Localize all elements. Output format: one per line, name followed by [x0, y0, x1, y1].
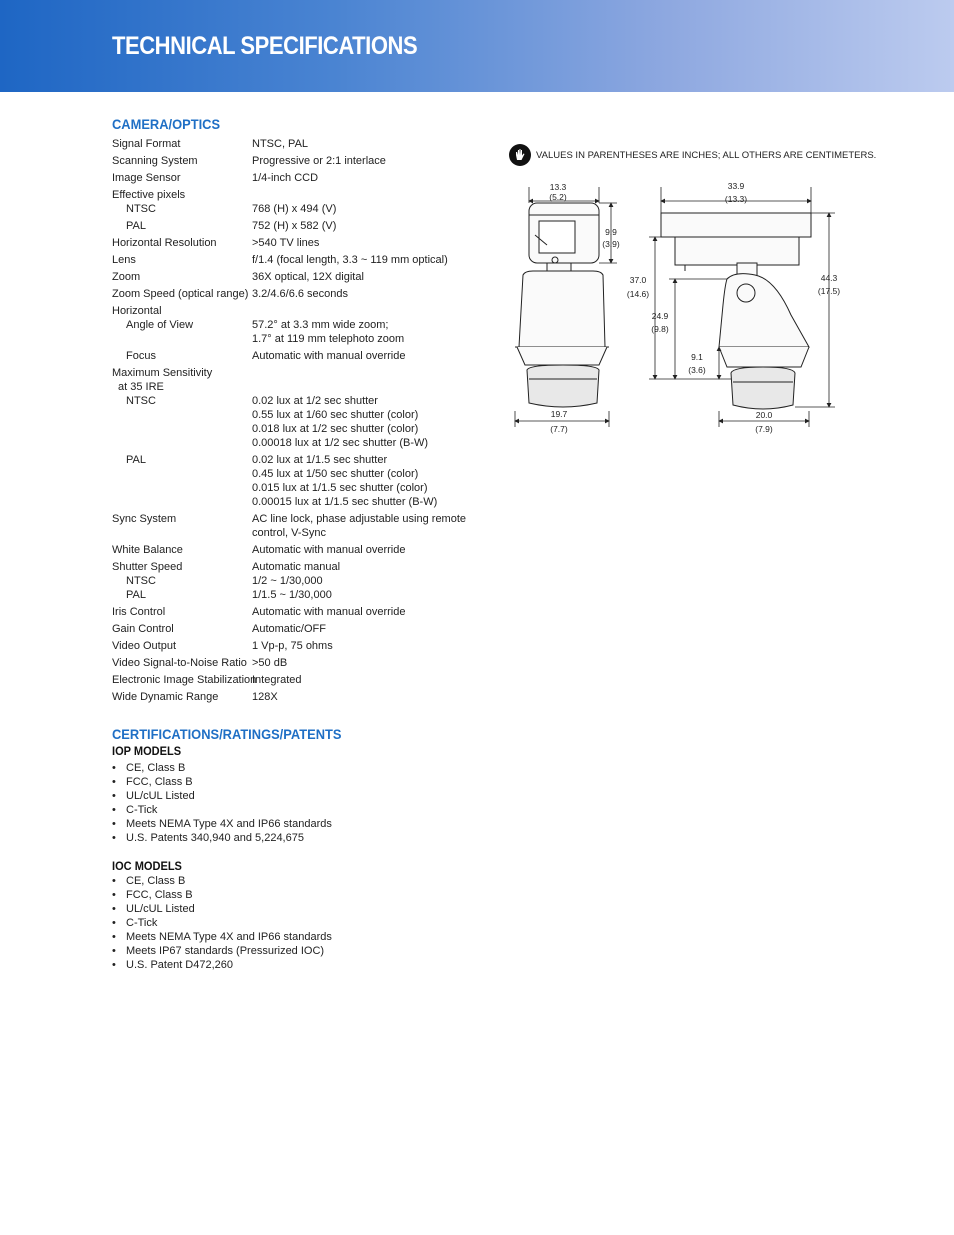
camera-optics-heading: CAMERA/OPTICS: [112, 116, 221, 132]
header-band: [0, 0, 954, 92]
spec-label: Shutter Speed: [112, 561, 183, 573]
dim-front-top-width-cm: 13.3: [549, 182, 567, 192]
spec-label: Wide Dynamic Range: [112, 691, 219, 703]
spec-label: Video Output: [112, 640, 177, 652]
spec-row: [112, 349, 472, 363]
list-item: • C-Tick: [112, 803, 332, 817]
spec-row: [112, 318, 472, 346]
spec-value: 1/4-inch CCD: [252, 172, 319, 184]
spec-row: [112, 188, 472, 202]
spec-row: [112, 690, 472, 704]
spec-value: NTSC, PAL: [252, 138, 309, 150]
spec-value: 752 (H) x 582 (V): [252, 220, 337, 232]
spec-row: [112, 656, 472, 670]
spec-label: Sync System: [112, 513, 177, 525]
spec-label: Focus: [126, 350, 156, 362]
spec-value: 1 Vp-p, 75 ohms: [252, 640, 333, 652]
camera-spec-table: [112, 137, 472, 707]
spec-label: Image Sensor: [112, 172, 181, 184]
spec-value: Automatic/OFF: [252, 623, 326, 635]
dim-side-bottom-width-in: (7.9): [755, 424, 773, 434]
spec-label: Electronic Image Stabilization: [112, 674, 257, 686]
spec-value: Integrated: [252, 674, 302, 686]
dim-front-bottom-width-cm: 19.7: [550, 409, 568, 419]
spec-label: PAL: [126, 589, 146, 601]
spec-label: Scanning System: [112, 155, 198, 167]
spec-value: AC line lock, phase adjustable using remote control, V-Sync: [252, 513, 467, 539]
spec-row: [112, 253, 472, 267]
spec-value: 0.02 lux at 1/2 sec shutter 0.55 lux at 1/60 sec shutter (color) 0.018 lux at 1/2 sec shutter (color) 0.00018 lux at 1/2 sec shutter (B-W): [252, 395, 429, 449]
hand-stop-icon: [509, 144, 531, 166]
dim-front-top-height-in: (3.9): [602, 239, 620, 249]
spec-value: 0.02 lux at 1/1.5 sec shutter 0.45 lux at 1/50 sec shutter (color) 0.015 lux at 1/1.5 sec shutter (color) 0.00015 lux at 1/1.5 sec shutter (B-W): [252, 454, 438, 508]
dim-side-mid-height-cm: 24.9: [651, 311, 669, 321]
spec-label: PAL: [126, 220, 146, 232]
spec-label: NTSC: [126, 395, 156, 407]
spec-value: 36X optical, 12X digital: [252, 271, 364, 283]
dim-front-bottom-width-in: (7.7): [550, 424, 568, 434]
front-view: [515, 203, 609, 407]
spec-value: 128X: [252, 691, 278, 703]
spec-label: at 35 IRE: [118, 381, 164, 393]
spec-value: [252, 304, 472, 318]
spec-label: Effective pixels: [112, 189, 186, 201]
spec-row: [112, 639, 472, 653]
spec-row: [112, 380, 472, 394]
spec-value: Automatic manual: [252, 561, 341, 573]
iop-models-list: [112, 761, 332, 845]
dim-side-dome-height-in: (3.6): [688, 365, 706, 375]
spec-row: [112, 137, 472, 151]
dim-front-top-width-in: (5.2): [549, 192, 567, 202]
spec-value: 1/1.5 ~ 1/30,000: [252, 589, 332, 601]
spec-row: [112, 673, 472, 687]
dim-side-total-height-cm: 44.3: [820, 273, 838, 283]
spec-value: Progressive or 2:1 interlace: [252, 155, 386, 167]
list-item: • U.S. Patents 340,940 and 5,224,675: [112, 831, 332, 845]
spec-label: Angle of View: [126, 319, 194, 331]
spec-row: [112, 270, 472, 284]
dim-side-top-width-cm: 33.9: [727, 181, 745, 191]
spec-row: [112, 236, 472, 250]
spec-value: [252, 188, 472, 202]
spec-label: Horizontal Resolution: [112, 237, 217, 249]
side-view: [661, 213, 811, 409]
spec-value: >50 dB: [252, 657, 288, 669]
list-item: • CE, Class B: [112, 761, 332, 775]
spec-value: Automatic with manual override: [252, 606, 406, 618]
spec-row: [112, 171, 472, 185]
spec-value: Automatic with manual override: [252, 544, 406, 556]
spec-row: [112, 605, 472, 619]
list-item: • FCC, Class B: [112, 888, 332, 902]
list-item: • C-Tick: [112, 916, 332, 930]
list-item: • FCC, Class B: [112, 775, 332, 789]
spec-label: PAL: [126, 454, 146, 466]
spec-row: [112, 622, 472, 636]
spec-label: Zoom Speed (optical range): [112, 288, 249, 300]
list-item: • Meets IP67 standards (Pressurized IOC): [112, 944, 332, 958]
dim-side-dome-height-cm: 9.1: [691, 352, 703, 362]
spec-value: >540 TV lines: [252, 237, 320, 249]
certifications-heading: CERTIFICATIONS/RATINGS/PATENTS: [112, 726, 342, 742]
spec-row: [112, 588, 472, 602]
iop-models-heading: IOP MODELS: [112, 744, 182, 758]
ioc-models-list: [112, 874, 332, 972]
list-item: • CE, Class B: [112, 874, 332, 888]
spec-label: Signal Format: [112, 138, 181, 150]
spec-value: [252, 366, 472, 380]
dim-side-mid-height-in: (9.8): [651, 324, 669, 334]
spec-label: Horizontal: [112, 305, 162, 317]
spec-label: Gain Control: [112, 623, 174, 635]
spec-value: Automatic with manual override: [252, 350, 406, 362]
spec-row: [112, 574, 472, 588]
spec-value: 3.2/4.6/6.6 seconds: [252, 288, 349, 300]
spec-row: [112, 394, 472, 450]
spec-label: Video Signal-to-Noise Ratio: [112, 657, 247, 669]
spec-label: Zoom: [112, 271, 141, 283]
list-item: • UL/cUL Listed: [112, 902, 332, 916]
spec-value: 57.2° at 3.3 mm wide zoom; 1.7° at 119 mm telephoto zoom: [252, 319, 405, 345]
spec-row: [112, 543, 472, 557]
dim-side-upper-height-in: (14.6): [626, 289, 650, 299]
dimension-drawing: [505, 175, 865, 440]
list-item: • Meets NEMA Type 4X and IP66 standards: [112, 817, 332, 831]
dim-side-top-width-in: (13.3): [724, 194, 748, 204]
dim-front-top-height-cm: 9.9: [605, 227, 617, 237]
dim-side-upper-height-cm: 37.0: [629, 275, 647, 285]
spec-row: [112, 453, 472, 509]
list-item: • U.S. Patent D472,260: [112, 958, 332, 972]
spec-row: [112, 560, 472, 574]
dim-side-total-height-in: (17.5): [817, 286, 841, 296]
list-item: • UL/cUL Listed: [112, 789, 332, 803]
spec-row: [112, 366, 472, 380]
spec-row: [112, 304, 472, 318]
spec-value: f/1.4 (focal length, 3.3 ~ 119 mm optical): [252, 254, 448, 266]
spec-row: [112, 287, 472, 301]
list-item: • Meets NEMA Type 4X and IP66 standards: [112, 930, 332, 944]
ioc-models-heading: IOC MODELS: [112, 859, 182, 873]
spec-row: [112, 219, 472, 233]
spec-row: [112, 202, 472, 216]
spec-label: Lens: [112, 254, 136, 266]
units-note-text: VALUES IN PARENTHESES ARE INCHES; ALL OTHERS ARE CENTIMETERS.: [536, 149, 877, 161]
spec-label: Iris Control: [112, 606, 166, 618]
dim-side-bottom-width-cm: 20.0: [755, 410, 773, 420]
spec-value: [252, 380, 472, 394]
spec-label: White Balance: [112, 544, 183, 556]
page-title: TECHNICAL SPECIFICATIONS: [112, 32, 418, 60]
spec-row: [112, 512, 472, 540]
units-note: [509, 144, 876, 166]
spec-label: NTSC: [126, 203, 156, 215]
spec-value: 1/2 ~ 1/30,000: [252, 575, 323, 587]
spec-row: [112, 154, 472, 168]
spec-label: Maximum Sensitivity: [112, 367, 213, 379]
spec-value: 768 (H) x 494 (V): [252, 203, 337, 215]
spec-label: NTSC: [126, 575, 156, 587]
